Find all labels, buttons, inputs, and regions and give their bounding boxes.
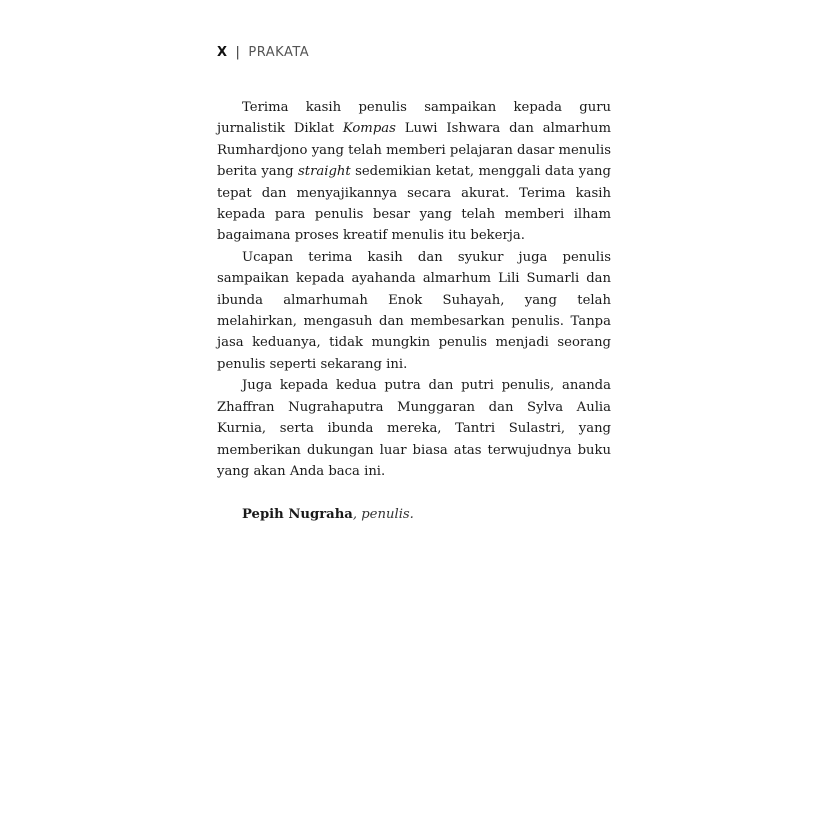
paragraph-2: Ucapan terima kasih dan syukur juga penulis sampaikan kepada ayahanda almarhum Lili Sumarli dan ibunda almarhumah Enok Suhayah, yang telah melahirkan, mengasuh dan membesarkan penulis. Tanpa jasa keduanya, tidak mungkin penulis menjadi seorang penulis seperti sekarang ini. — [217, 249, 611, 372]
section-title: PRAKATA — [248, 45, 310, 60]
paragraph-text: sedemikian ketat, menggali data yang tepat dan menyajikannya secara akurat. Terima kasih kepada para penulis besar yang telah memberi ilham bagaimana proses kreatif menulis itu bekerja. — [217, 164, 611, 244]
italic-term-kompas: Kompas — [342, 121, 396, 137]
paragraph-text: Luwi Ishwara dan almarhum Rumhardjono yang telah memberi pelajaran dasar menulis berita yang — [217, 121, 611, 180]
signature — [217, 504, 611, 525]
paragraph-1 — [217, 97, 611, 247]
paragraph-text: Terima kasih penulis sampaikan kepada guru jurnalistik Diklat — [217, 100, 611, 137]
running-header — [217, 45, 309, 60]
author-name: Pepih Nugraha — [242, 506, 353, 522]
italic-term-straight: straight — [298, 164, 351, 180]
paragraph-3: Juga kepada kedua putra dan putri penulis, ananda Zhaffran Nugrahaputra Munggaran dan Sylva Aulia Kurnia, serta ibunda mereka, Tantri Sulastri, yang memberikan dukungan luar biasa atas terwujudnya buku yang akan Anda baca ini. — [217, 378, 611, 479]
preface-body — [217, 97, 611, 525]
page-number: X — [217, 45, 228, 60]
author-role: , penulis. — [352, 506, 414, 522]
header-separator: | — [235, 45, 241, 60]
